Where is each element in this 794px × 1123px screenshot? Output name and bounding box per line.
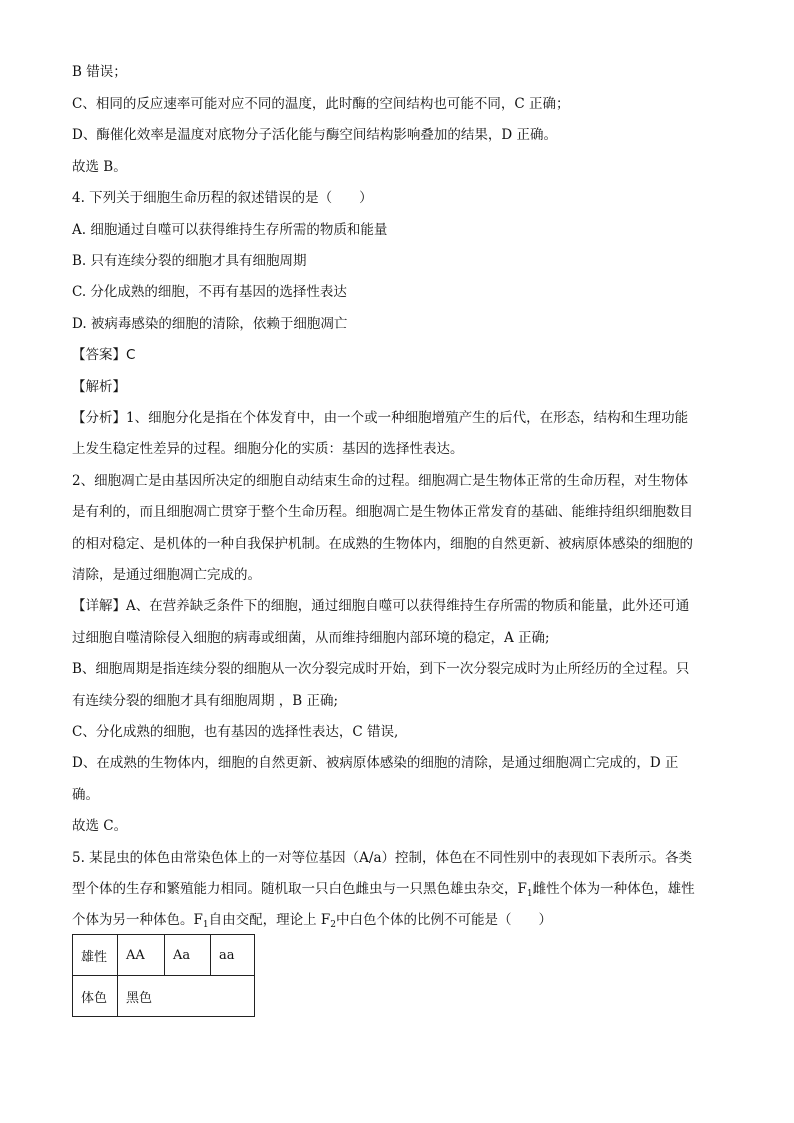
text-line: 过细胞自噬清除侵入细胞的病毒或细菌，从而维持细胞内部环境的稳定，A 正确;	[72, 630, 550, 646]
text-line: 【详解】A、在营养缺乏条件下的细胞，通过细胞自噬可以获得维持生存所需的物质和能量，此外还可通	[72, 598, 690, 614]
table-row	[73, 935, 255, 976]
text-line: 故选 B。	[72, 159, 127, 175]
table-row	[73, 976, 255, 1017]
table-cell: aa	[211, 935, 255, 976]
option-c: C. 分化成熟的细胞，不再有基因的选择性表达	[72, 284, 347, 300]
text-line: 有连续分裂的细胞才具有细胞周期 ，B 正确;	[72, 693, 339, 709]
text-line: 确。	[72, 787, 99, 803]
answer-label: 【答案】C	[72, 347, 136, 363]
text-line: C、分化成熟的细胞，也有基因的选择性表达，C 错误,	[72, 724, 399, 740]
table-cell: 黑色	[118, 976, 255, 1017]
table-cell: 雄性	[73, 935, 118, 976]
analysis-label: 【解析】	[72, 379, 126, 395]
text-line: D、酶催化效率是温度对底物分子活化能与酶空间结构影响叠加的结果，D 正确。	[72, 127, 557, 143]
text-line: 上发生稳定性差异的过程。细胞分化的实质：基因的选择性表达。	[72, 441, 464, 457]
text-line: 个体为另一种体色。$F_1$自由交配，理论上 $F_2$中白色个体的比例不可能是（ ）	[72, 912, 553, 930]
text-line: 的相对稳定、是机体的一种自我保护机制。在成熟的生物体内，细胞的自然更新、被病原体感染的细胞的	[72, 536, 693, 552]
table-cell: 体色	[73, 976, 118, 1017]
text-line: D、在成熟的生物体内，细胞的自然更新、被病原体感染的细胞的清除，是通过细胞凋亡完成的，D 正	[72, 755, 679, 771]
text-line: 清除，是通过细胞凋亡完成的。	[72, 567, 261, 583]
option-d: D. 被病毒感染的细胞的清除，依赖于细胞凋亡	[72, 316, 348, 332]
table-cell: Aa	[165, 935, 211, 976]
option-b: B. 只有连续分裂的细胞才具有细胞周期	[72, 253, 307, 269]
text-line: 故选 C。	[72, 818, 128, 834]
text-line: B、细胞周期是指连续分裂的细胞从一次分裂完成时开始，到下一次分裂完成时为止所经历的全过程。只	[72, 661, 690, 677]
genotype-table	[72, 934, 255, 1017]
question-5-stem: 5. 某昆虫的体色由常染色体上的一对等位基因（A/a）控制，体色在不同性别中的表现如下表所示。各类	[72, 850, 693, 866]
text-line: B 错误；	[72, 64, 127, 80]
text-line: 型个体的生存和繁殖能力相同。随机取一只白色雌虫与一只黑色雄虫杂交，$F_1$雌性个体为一种体色，雄性	[72, 881, 695, 899]
text-line: 是有利的，而且细胞凋亡贯穿于整个生命历程。细胞凋亡是生物体正常发育的基础、能维持组织细胞数目	[72, 504, 693, 520]
option-a: A. 细胞通过自噬可以获得维持生存所需的物质和能量	[72, 222, 388, 238]
question-4-stem: 4. 下列关于细胞生命历程的叙述错误的是（ ）	[72, 190, 373, 206]
table-cell: AA	[118, 935, 165, 976]
text-line: 【分析】1、细胞分化是指在个体发育中，由一个或一种细胞增殖产生的后代，在形态，结构和生理功能	[72, 410, 689, 426]
text-line: 2、细胞凋亡是由基因所决定的细胞自动结束生命的过程。细胞凋亡是生物体正常的生命历程，对生物体	[72, 473, 689, 489]
text-line: C、相同的反应速率可能对应不同的温度，此时酶的空间结构也可能不同，C 正确；	[72, 96, 570, 112]
